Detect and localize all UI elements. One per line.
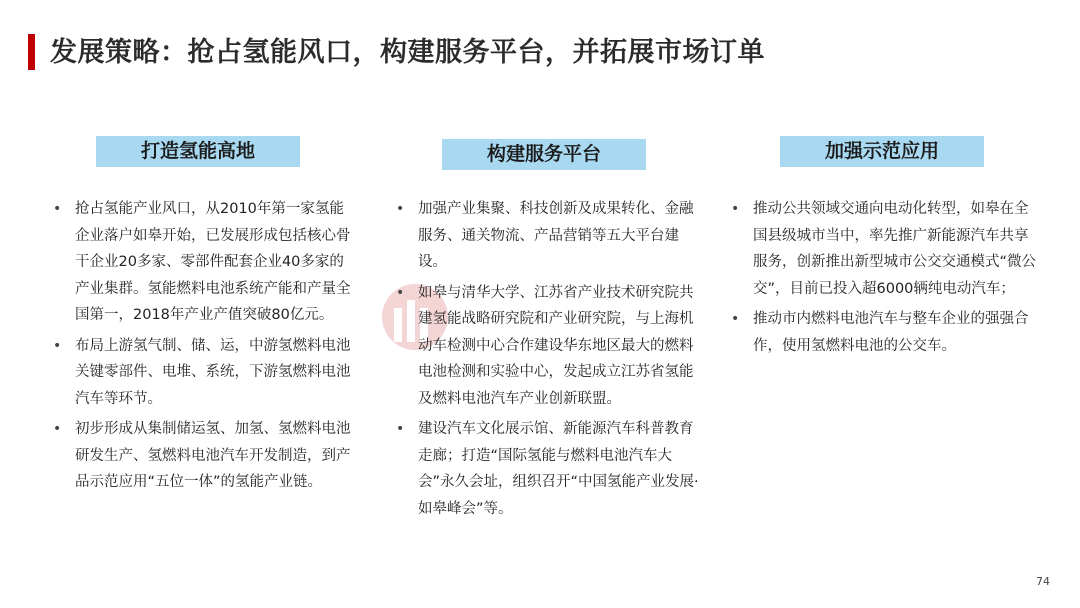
list-item xyxy=(391,416,701,522)
page-number: 74 xyxy=(1036,575,1050,588)
bullet-icon: • xyxy=(396,284,405,301)
bullet-list xyxy=(726,196,1036,363)
bullet-icon: • xyxy=(731,311,740,327)
column-heading: 构建服务平台 xyxy=(442,139,646,170)
list-item-text: 布局上游氢气制、储、运，中游氢燃料电池关键零部件、电堆、系统，下游氢燃料电池汽车等环节。 xyxy=(75,337,351,407)
list-item xyxy=(48,196,358,329)
column-heading: 打造氢能高地 xyxy=(96,136,300,167)
list-item xyxy=(391,280,701,413)
bullet-icon: • xyxy=(53,337,62,354)
list-item-text: 推动公共领域交通向电动化转型，如皋在全国县级城市当中，率先推广新能源汽车共享服务，创新推出新型城市公交交通模式“微公交”，目前已投入超6000辆纯电动汽车； xyxy=(753,201,1037,297)
bullet-icon: • xyxy=(396,421,405,437)
bullet-icon: • xyxy=(731,201,740,217)
list-item xyxy=(48,333,358,413)
list-item xyxy=(48,416,358,496)
list-item-text: 抢占氢能产业风口，从2010年第一家氢能企业落户如皋开始，已发展形成包括核心骨干企业20多家、零部件配套企业40多家的产业集群。氢能燃料电池系统产能和产量全国第一，2018年产业产值突破80亿元。 xyxy=(75,201,351,323)
bullet-icon: • xyxy=(53,421,62,437)
bullet-icon: • xyxy=(53,201,62,217)
list-item xyxy=(726,306,1036,359)
bullet-icon: • xyxy=(396,201,405,217)
list-item-text: 如皋与清华大学、江苏省产业技术研究院共建氢能战略研究院和产业研究院，与上海机动车检测中心合作建设华东地区最大的燃料电池检测和实验中心，发起成立江苏省氢能及燃料电池汽车产业创新联盟。 xyxy=(418,284,694,407)
bullet-list xyxy=(391,196,701,526)
list-item-text: 初步形成从集制储运氢、加氢、氢燃料电池研发生产、氢燃料电池汽车开发制造，到产品示范应用“五位一体”的氢能产业链。 xyxy=(75,421,351,490)
list-item-text: 建设汽车文化展示馆、新能源汽车科普教育走廊；打造“国际氢能与燃料电池汽车大会”永久会址，组织召开“中国氢能产业发展·如皋峰会”等。 xyxy=(418,421,699,517)
list-item xyxy=(391,196,701,276)
title-accent-bar xyxy=(28,34,35,70)
list-item xyxy=(726,196,1036,302)
slide-title: 发展策略：抢占氢能风口，构建服务平台，并拓展市场订单 xyxy=(50,37,765,68)
list-item-text: 加强产业集聚、科技创新及成果转化、金融服务、通关物流、产品营销等五大平台建设。 xyxy=(418,201,694,270)
list-item-text: 推动市内燃料电池汽车与整车企业的强强合作，使用氢燃料电池的公交车。 xyxy=(753,311,1029,354)
bullet-list xyxy=(48,196,358,500)
column-heading: 加强示范应用 xyxy=(780,136,984,167)
